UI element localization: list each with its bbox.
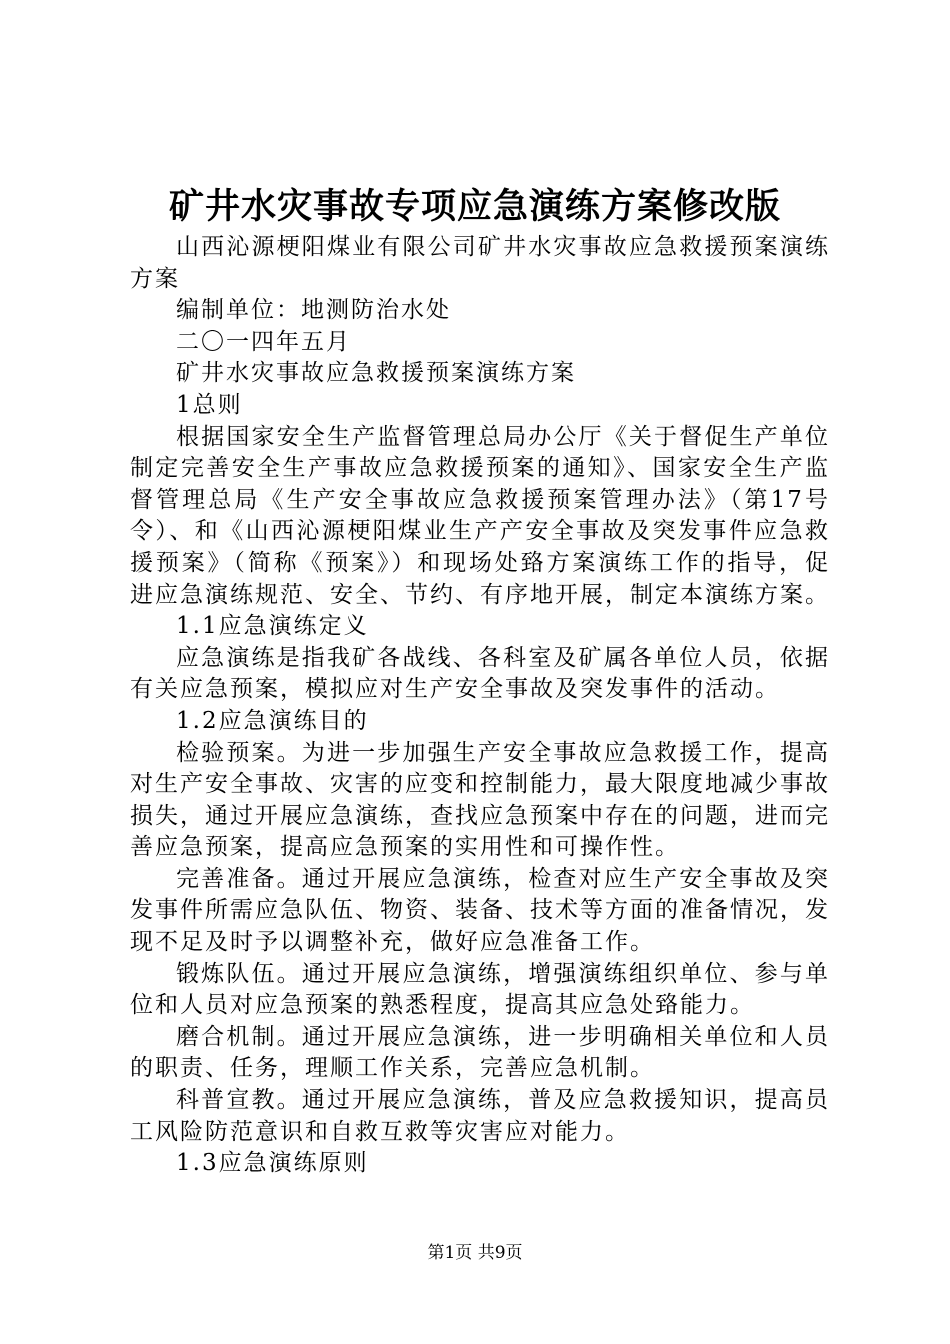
heading-drill-purpose: 1.2应急演练目的	[176, 707, 369, 734]
document-body	[130, 232, 830, 1180]
paragraph-date: 二〇一四年五月	[176, 328, 351, 355]
paragraph-plan-subtitle: 矿井水灾事故应急救援预案演练方案	[176, 360, 576, 387]
heading-general-provisions: 1总则	[176, 391, 243, 418]
paragraph-compiling-unit: 编制单位：地测防治水处	[176, 297, 451, 324]
paragraph-purpose-training: 锻炼队伍。通过开展应急演练，增强演练组织单位、参与单位和人员对应急预案的熟悉程度，提高其应急处臵能力。	[130, 960, 830, 1019]
paragraph-purpose-preparation: 完善准备。通过开展应急演练，检查对应生产安全事故及突发事件所需应急队伍、物资、装备、技术等方面的准备情况，发现不足及时予以调整补充，做好应急准备工作。	[130, 865, 830, 956]
paragraph-purpose-verify-plan: 检验预案。为进一步加强生产安全事故应急救援工作，提高对生产安全事故、灾害的应变和控制能力，最大限度地减少事故损失，通过开展应急演练，查找应急预案中存在的问题，进而完善应急预案，提高应急预案的实用性和可操作性。	[130, 739, 830, 861]
paragraph-basis: 根据国家安全生产监督管理总局办公厅《关于督促生产单位制定完善安全生产事故应急救援预案的通知》、国家安全生产监督管理总局《生产安全事故应急救援预案管理办法》（第17号令）、和《山西沁源梗阳煤业生产产安全事故及突发事件应急救援预案》（简称《预案》）和现场处臵方案演练工作的指导，促进应急演练规范、安全、节约、有序地开展，制定本演练方案。	[130, 423, 830, 608]
paragraph-purpose-mechanism: 磨合机制。通过开展应急演练，进一步明确相关单位和人员的职责、任务，理顺工作关系，完善应急机制。	[130, 1023, 830, 1082]
paragraph-purpose-education: 科普宣教。通过开展应急演练，普及应急救援知识，提高员工风险防范意识和自救互救等灾害应对能力。	[130, 1087, 830, 1145]
heading-drill-principles: 1.3应急演练原则	[176, 1150, 369, 1177]
paragraph-drill-definition: 应急演练是指我矿各战线、各科室及矿属各单位人员，依据有关应急预案，模拟应对生产安全事故及突发事件的活动。	[130, 644, 830, 703]
heading-drill-definition: 1.1应急演练定义	[176, 613, 369, 640]
page-footer: 第1页 共9页	[427, 1243, 523, 1263]
document-title: 矿井水灾事故专项应急演练方案修改版	[168, 186, 781, 227]
paragraph-company-plan-title: 山西沁源梗阳煤业有限公司矿井水灾事故应急救援预案演练方案	[130, 234, 830, 292]
